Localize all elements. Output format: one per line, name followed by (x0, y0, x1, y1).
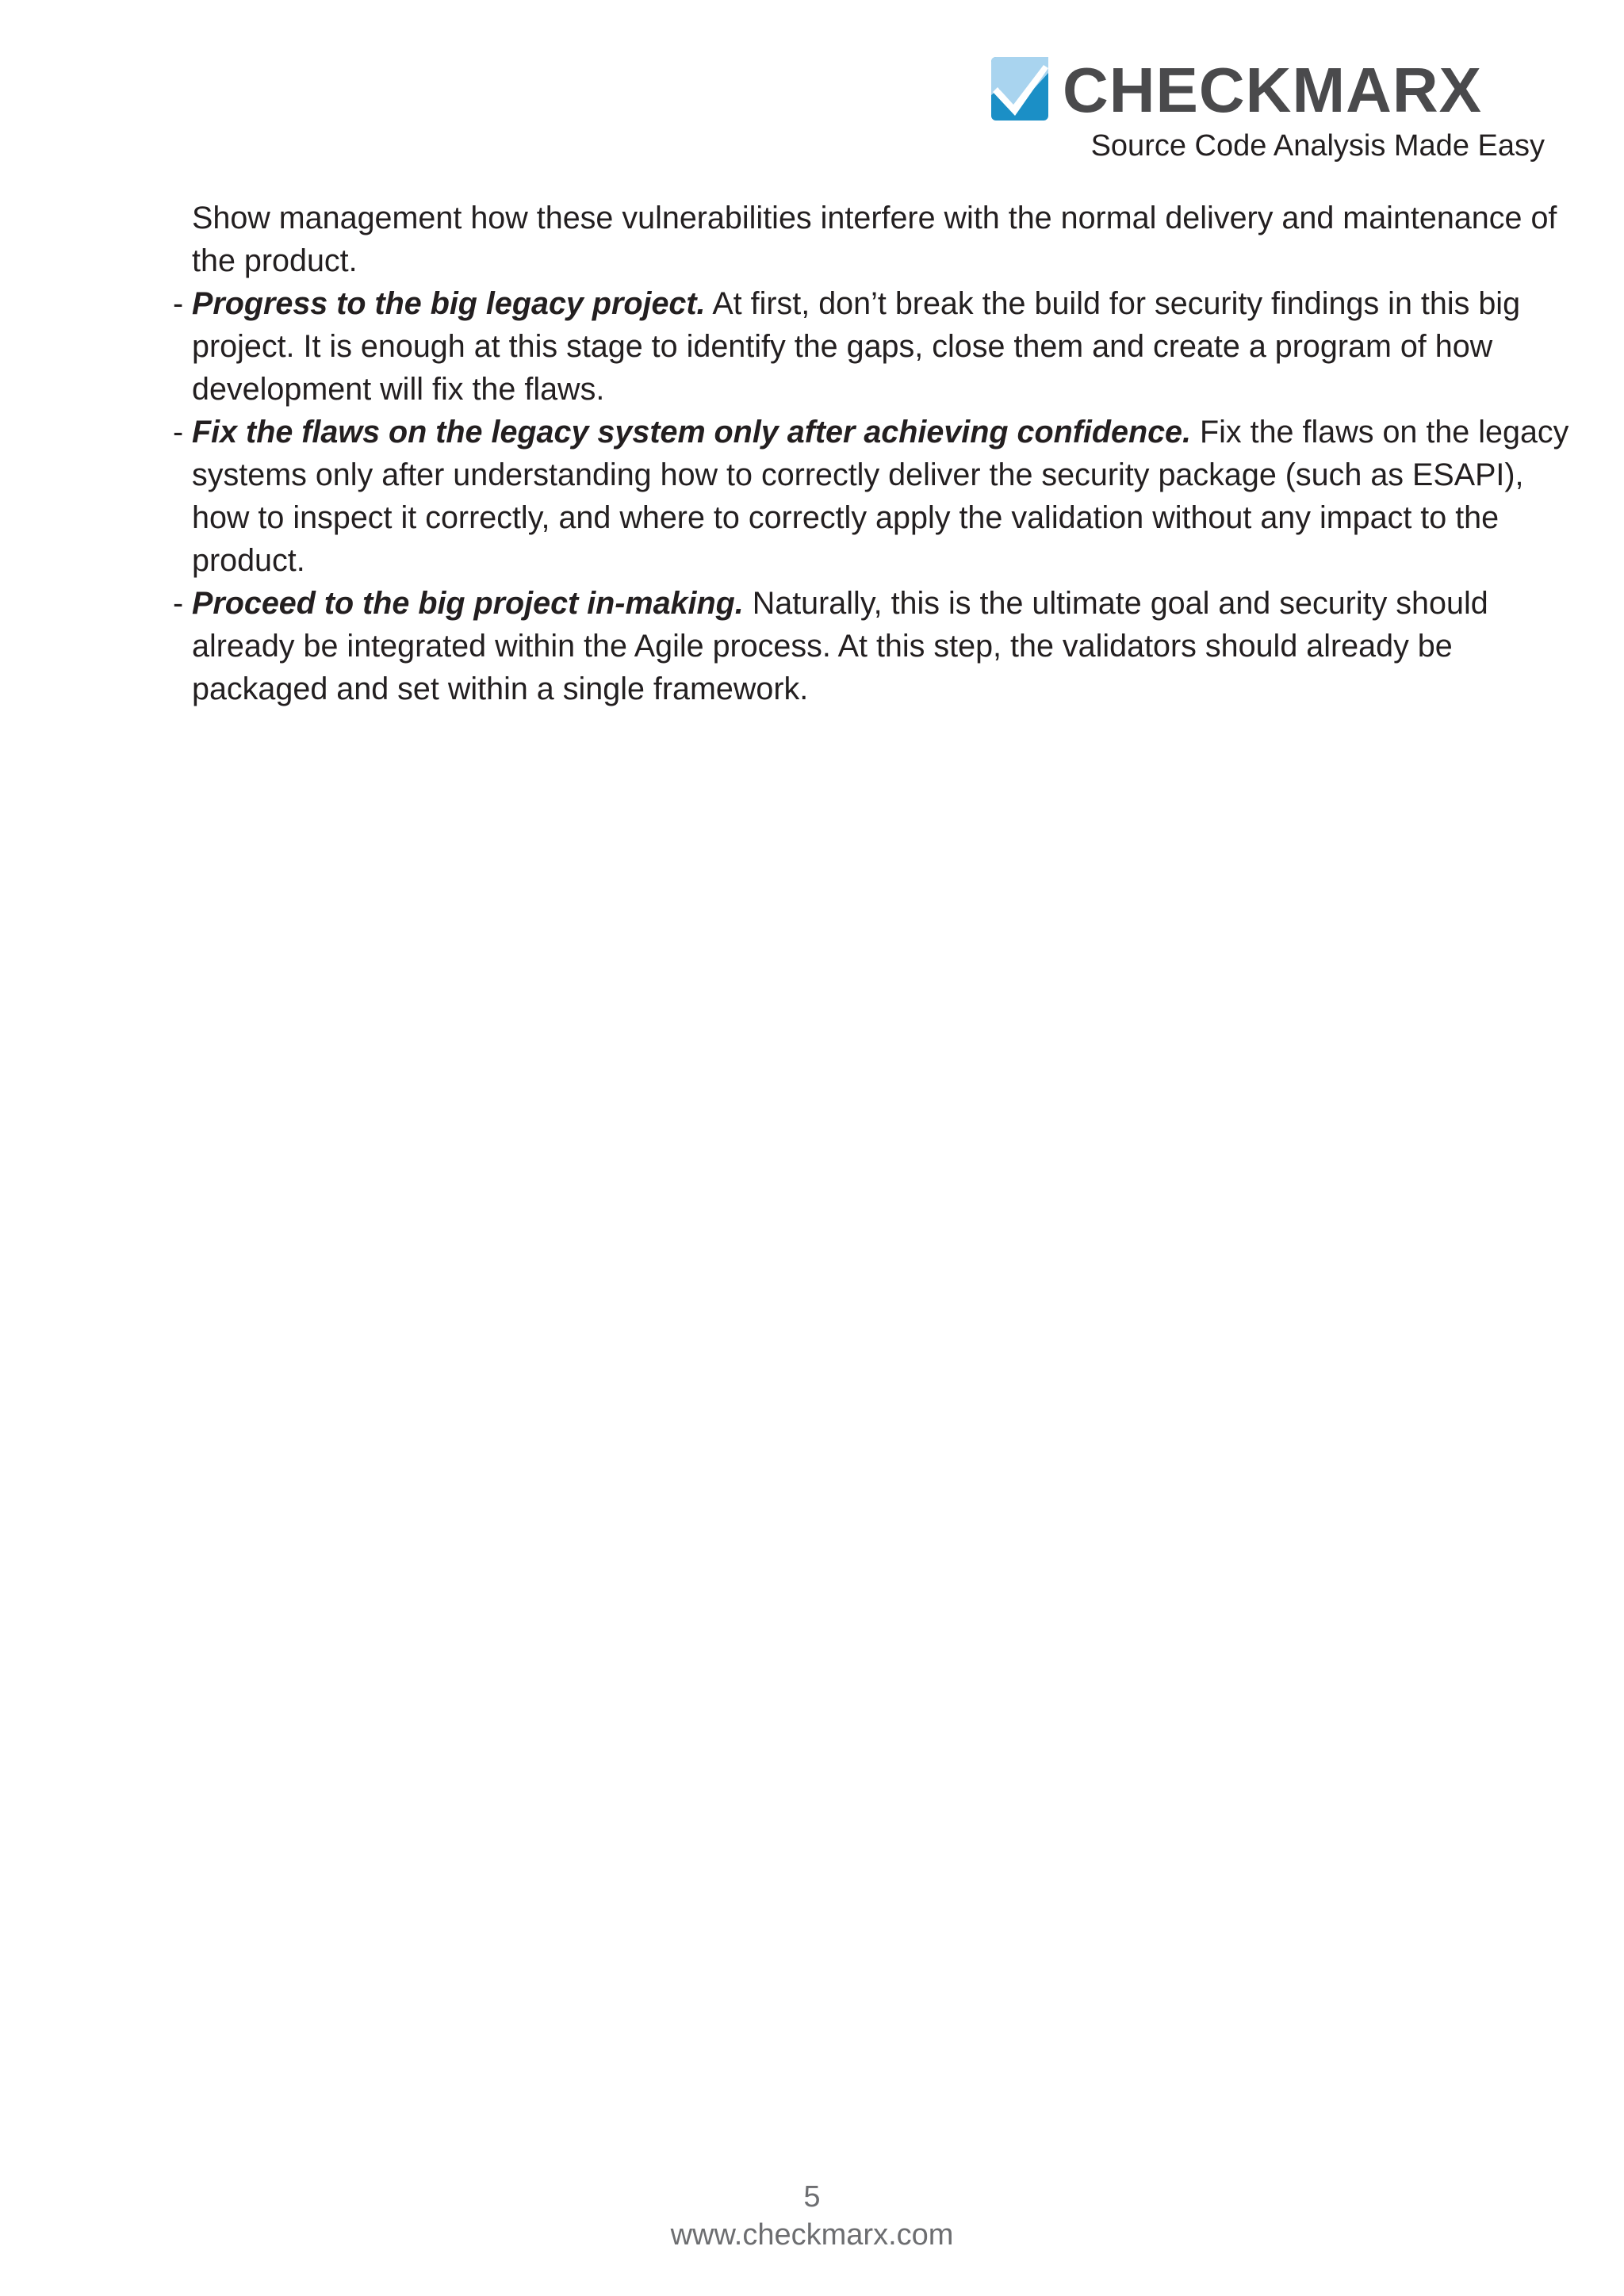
document-body (173, 197, 1584, 710)
list-dash: - (173, 586, 184, 621)
page-footer (0, 2179, 1624, 2255)
list-dash: - (173, 415, 184, 450)
intro-paragraph: Show management how these vulnerabilities interfere with the normal delivery and maintenance of the product. (192, 201, 1557, 278)
checkmark-logo-icon (991, 57, 1048, 121)
brand-name: CHECKMARX (1063, 55, 1482, 125)
page-number: 5 (803, 2180, 821, 2214)
list-item (173, 282, 1584, 411)
website-link[interactable]: www.checkmarx.com (670, 2218, 954, 2252)
list-item-lead: Fix the flaws on the legacy system only after achieving confidence. (192, 415, 1191, 450)
list-item (173, 582, 1584, 710)
brand-header (990, 55, 1545, 174)
list-item-text: Fix the flaws on the legacy systems only after understanding how to correctly deliver the security package (such as ESAPI), how to inspect it correctly, and where to correctly apply the validation without any impact to the product. (192, 415, 1569, 578)
list-item-lead: Proceed to the big project in-making. (192, 586, 744, 621)
list-dash: - (173, 286, 184, 321)
list-item-lead: Progress to the big legacy project. (192, 286, 706, 321)
list-item (173, 411, 1584, 582)
list-item-text: At first, don’t break the build for security findings in this big project. It is enough at this stage to identify the gaps, close them and create a program of how development will fix the flaws. (192, 286, 1521, 407)
list-item-text: Naturally, this is the ultimate goal and security should already be integrated within the Agile process. At this step, the validators should already be packaged and set within a single framework. (192, 586, 1488, 706)
brand-tagline: Source Code Analysis Made Easy (1090, 129, 1545, 163)
